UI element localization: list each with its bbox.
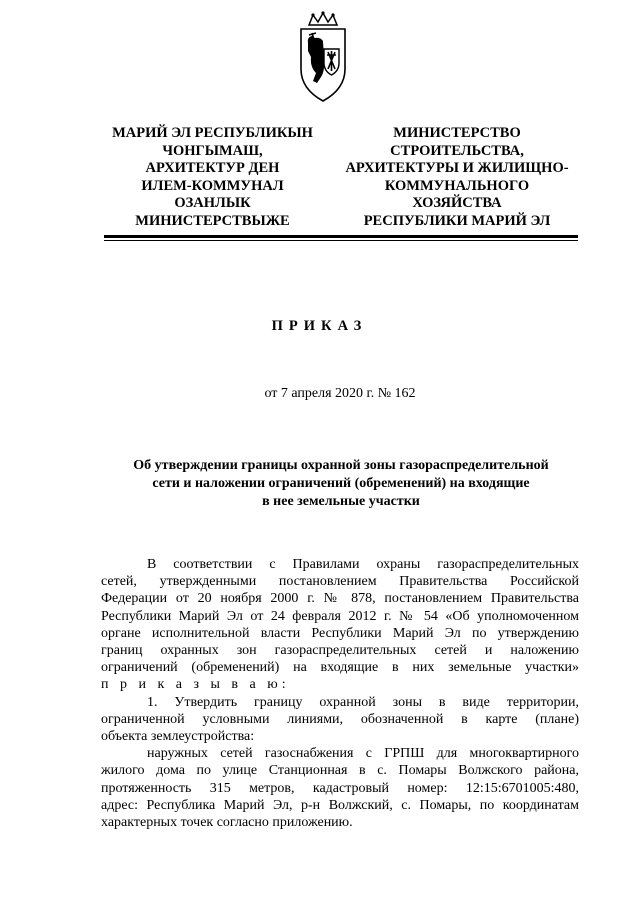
- header-left-line: ОЗАНЛЫК: [174, 195, 251, 212]
- preamble-line: Республики Марий Эл от 24 февраля 2012 г. № 54 «Об уполномоченном: [101, 608, 579, 624]
- item1-detail-line: характерных точек согласно приложению.: [101, 815, 353, 831]
- preamble-line: сетей, утвержденными постановлением Правительства Российской: [101, 574, 579, 590]
- item1-detail-line: жилого дома по улице Станционная в с. Помары Волжского района,: [101, 763, 579, 779]
- ministry-name-mari: [100, 125, 325, 231]
- coat-of-arms-emblem: [297, 11, 349, 103]
- preamble-line: ограничений (обременений) на входящие в них земельные участки»: [101, 660, 579, 676]
- header-divider-thin: [104, 240, 578, 241]
- preamble-line: границ охранных зон газораспределительных сетей и наложению: [101, 643, 579, 659]
- header-right-line: РЕСПУБЛИКИ МАРИЙ ЭЛ: [363, 212, 551, 229]
- header-left-line: ЧОНГЫМАШ,: [162, 142, 263, 159]
- header-right-line: АРХИТЕКТУРЫ И ЖИЛИЩНО-: [345, 160, 569, 177]
- preamble-line: органе исполнительной власти Республики Марий Эл по утверждению: [101, 625, 579, 641]
- subject-line: в нее земельные участки: [262, 494, 420, 509]
- preamble-line: В соответствии с Правилами охраны газораспределительных: [147, 557, 579, 572]
- header-left-line: ИЛЕМ-КОММУНАЛ: [141, 177, 284, 194]
- document-body: [101, 556, 579, 831]
- header-right-line: СТРОИТЕЛЬСТВА,: [390, 142, 524, 159]
- header-left-line: МАРИЙ ЭЛ РЕСПУБЛИКЫН: [112, 125, 313, 141]
- header-divider-thick: [104, 235, 578, 238]
- order-word: п р и к а з ы в а ю:: [101, 677, 290, 693]
- header-left-line: АРХИТЕКТУР ДЕН: [145, 160, 280, 177]
- item1-line: ограниченной условными линиями, обозначенной в карте (плане): [101, 711, 579, 727]
- header-left-line: МИНИСТЕРСТВЫЖЕ: [135, 212, 290, 229]
- document-date-number: от 7 апреля 2020 г. № 162: [264, 386, 416, 401]
- ministry-name-russian: [332, 125, 582, 231]
- item1-detail-line: протяженность 315 метров, кадастровый номер: 12:15:6701005:480,: [101, 780, 579, 796]
- header-right-line: МИНИСТЕРСТВО: [393, 125, 521, 141]
- preamble-line: Федерации от 20 ноября 2000 г. № 878, постановлением Правительства: [101, 591, 579, 607]
- item1-line: объекта землеустройства:: [101, 729, 255, 745]
- subject-line: сети и наложении ограничений (обременений) на входящие: [152, 476, 530, 491]
- item1-detail-line: адрес: Республика Марий Эл, р-н Волжский, с. Помары, по координатам: [101, 797, 579, 813]
- document-type-title: ПРИКАЗ: [271, 318, 368, 334]
- subject-line: Об утверждении границы охранной зоны газораспределительной: [133, 458, 549, 473]
- header-right-line: КОММУНАЛЬНОГО: [384, 177, 530, 194]
- document-subject: [102, 457, 580, 511]
- header-right-line: ХОЗЯЙСТВА: [412, 195, 502, 212]
- item1-detail-line: наружных сетей газоснабжения с ГРПШ для многоквартирного: [147, 746, 579, 762]
- item1-line: 1. Утвердить границу охранной зоны в виде территории,: [147, 694, 579, 710]
